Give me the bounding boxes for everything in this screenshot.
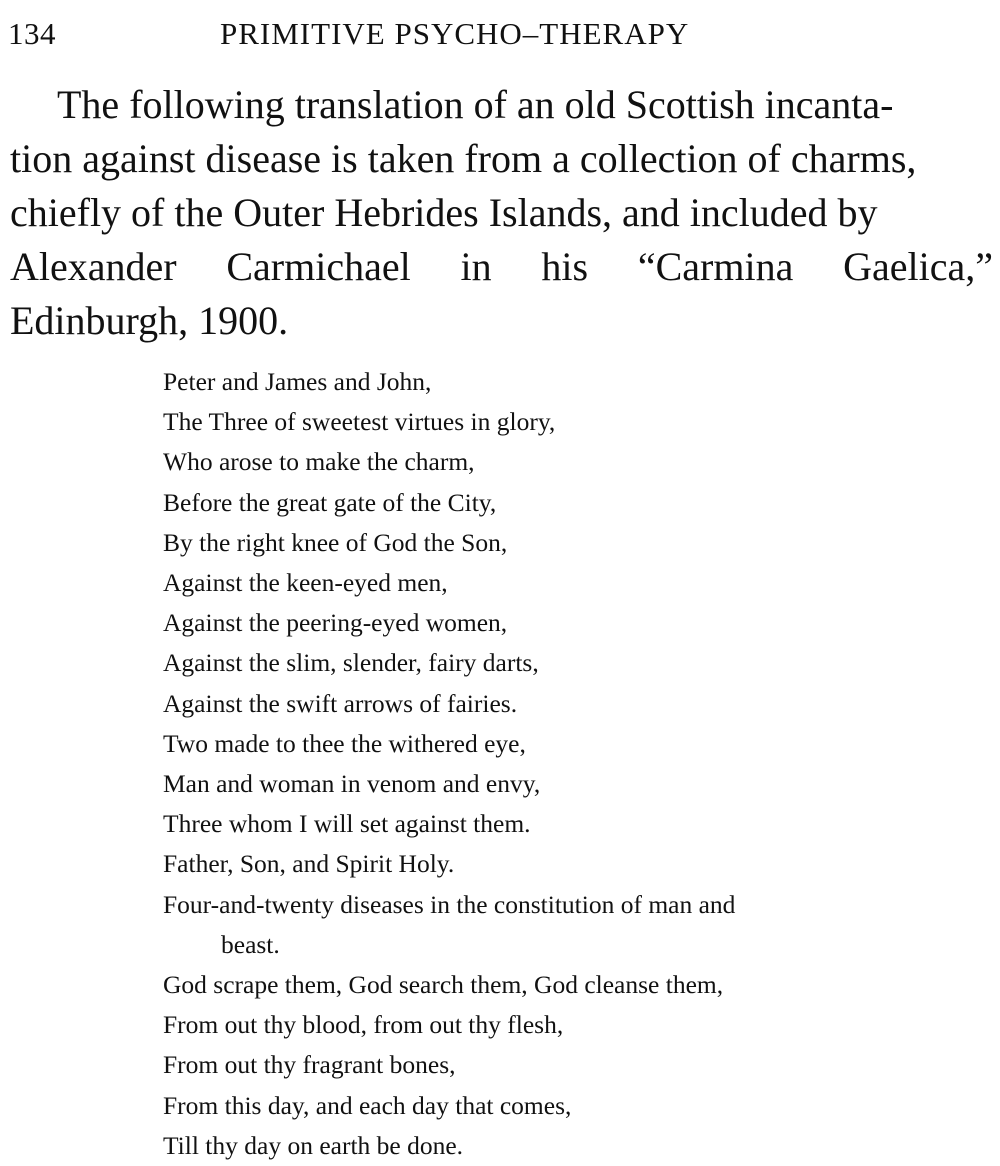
verse-line: Man and woman in venom and envy, [163, 769, 541, 799]
verse-line: Against the slim, slender, fairy darts, [163, 648, 539, 678]
intro-word: “Carmina [637, 244, 794, 289]
intro-line: The following translation of an old Scottish incanta- [57, 82, 894, 127]
verse-line: From out thy blood, from out thy flesh, [163, 1010, 564, 1040]
verse-line: Who arose to make the charm, [163, 447, 475, 477]
verse-line: The Three of sweetest virtues in glory, [163, 407, 556, 437]
verse-line: Four-and-twenty diseases in the constitution of man and [163, 889, 736, 919]
intro-word: Gaelica,” [843, 244, 993, 289]
intro-word: Carmichael [226, 244, 411, 289]
intro-paragraph [10, 78, 993, 348]
verse-line: Against the keen-eyed men, [163, 568, 448, 598]
intro-line-justified [10, 240, 993, 294]
verse-line-turnover: beast. [221, 929, 280, 959]
intro-word: in [460, 244, 492, 289]
verse-line: Against the peering-eyed women, [163, 608, 508, 638]
verse-line: Peter and James and John, [163, 367, 432, 396]
verse-line: Two made to thee the withered eye, [163, 728, 526, 758]
verse-line: God scrape them, God search them, God cleanse them, [163, 970, 724, 1000]
intro-line: tion against disease is taken from a collection of charms, [10, 136, 917, 181]
verse-line: Before the great gate of the City, [163, 487, 497, 517]
intro-line: Edinburgh, 1900. [10, 298, 289, 343]
verse-line: Father, Son, and Spirit Holy. [163, 849, 455, 879]
verse-line: Against the swift arrows of fairies. [163, 688, 518, 718]
intro-line: chiefly of the Outer Hebrides Islands, and included by [10, 190, 878, 235]
intro-word: Alexander [10, 244, 177, 289]
verse-line: From out thy fragrant bones, [163, 1050, 456, 1080]
running-title: PRIMITIVE PSYCHO–THERAPY [220, 16, 690, 51]
running-head [8, 14, 993, 54]
page-number: 134 [8, 16, 56, 51]
incantation-verse [163, 362, 963, 1166]
intro-word: his [541, 244, 589, 289]
verse-line: Till thy day on earth be done. [163, 1130, 464, 1160]
verse-line: Three whom I will set against them. [163, 809, 531, 839]
verse-line: By the right knee of God the Son, [163, 527, 508, 557]
verse-line: From this day, and each day that comes, [163, 1090, 572, 1120]
